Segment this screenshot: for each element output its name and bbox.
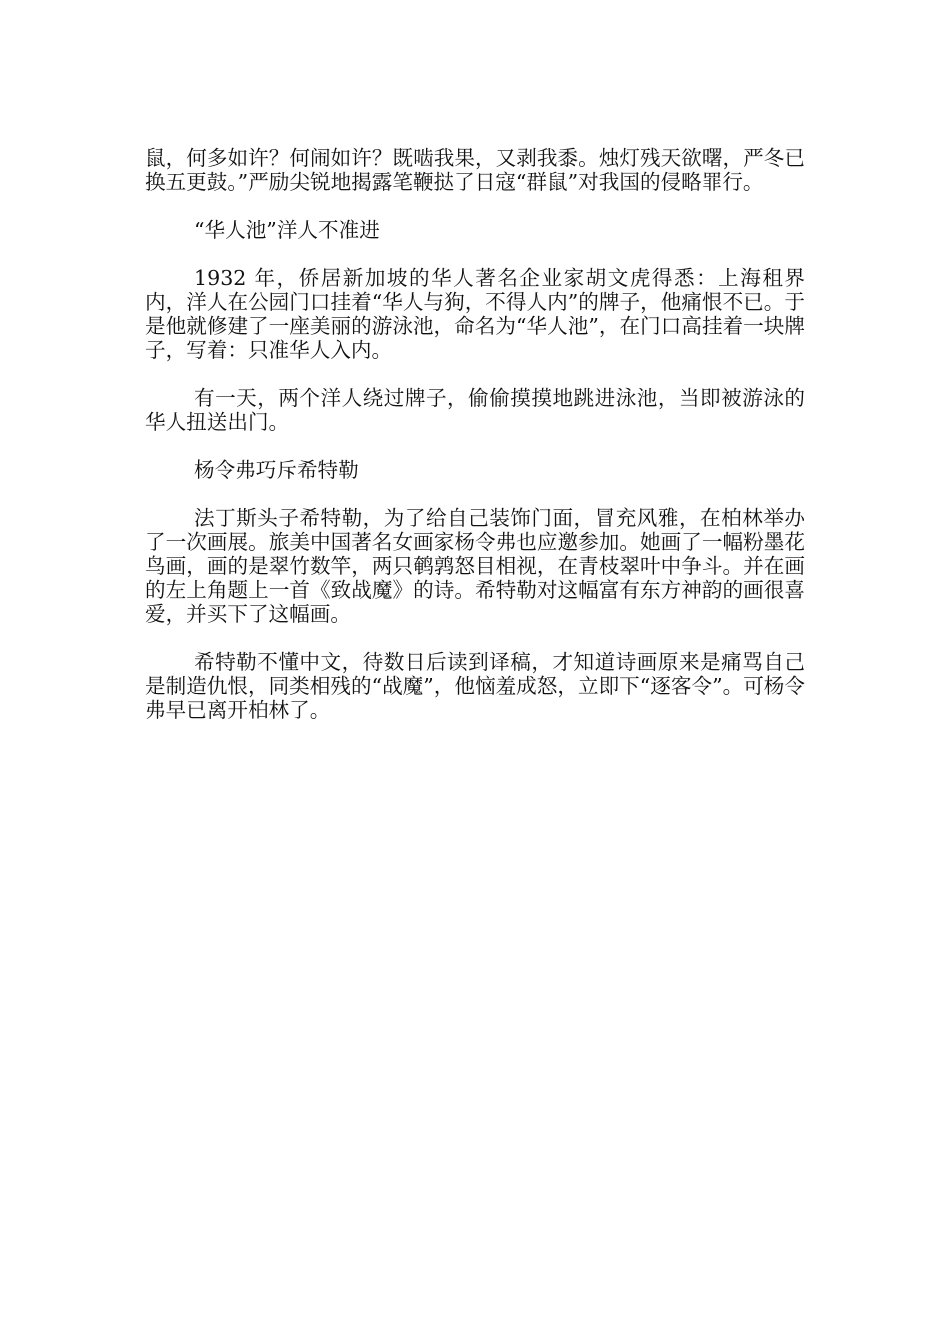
section-heading-huaren-pool: “华人池”洋人不准进 <box>194 218 380 242</box>
paragraph-foreigners-expelled: 有一天，两个洋人绕过牌子，偷偷摸摸地跳进泳池，当即被游泳的华人扭送出门。 <box>145 386 805 434</box>
section-heading-yang-lingfu: 杨令弗巧斥希特勒 <box>194 458 359 482</box>
document-page <box>145 146 805 746</box>
paragraph-huaren-pool-story: 1932 年，侨居新加坡的华人著名企业家胡文虎得悉：上海租界内，洋人在公园门口挂着“华人与狗，不得人内”的牌子，他痛恨不已。于是他就修建了一座美丽的游泳池，命名为“华人池”，在门口高挂着一块牌子，写着：只准华人入内。 <box>145 266 805 362</box>
paragraph-rat-poem-ending: 鼠，何多如许？何闹如许？既啮我果，又剥我黍。烛灯残天欲曙，严冬已换五更鼓。”严励尖锐地揭露笔鞭挞了日寇“群鼠”对我国的侵略罪行。 <box>145 146 805 194</box>
paragraph-hitler-exhibition: 法丁斯头子希特勒，为了给自己装饰门面，冒充风雅，在柏林举办了一次画展。旅美中国著名女画家杨令弗也应邀参加。她画了一幅粉墨花鸟画，画的是翠竹数竿，两只鹌鹑怒目相视，在青枝翠叶中争斗。并在画的左上角题上一首《致战魔》的诗。希特勒对这幅富有东方神韵的画很喜爱，并买下了这幅画。 <box>145 506 805 626</box>
paragraph-hitler-anger: 希特勒不懂中文，待数日后读到译稿，才知道诗画原来是痛骂自己是制造仇恨，同类相残的“战魔”，他恼羞成怒，立即下“逐客令”。可杨令弗早已离开柏林了。 <box>145 650 805 722</box>
